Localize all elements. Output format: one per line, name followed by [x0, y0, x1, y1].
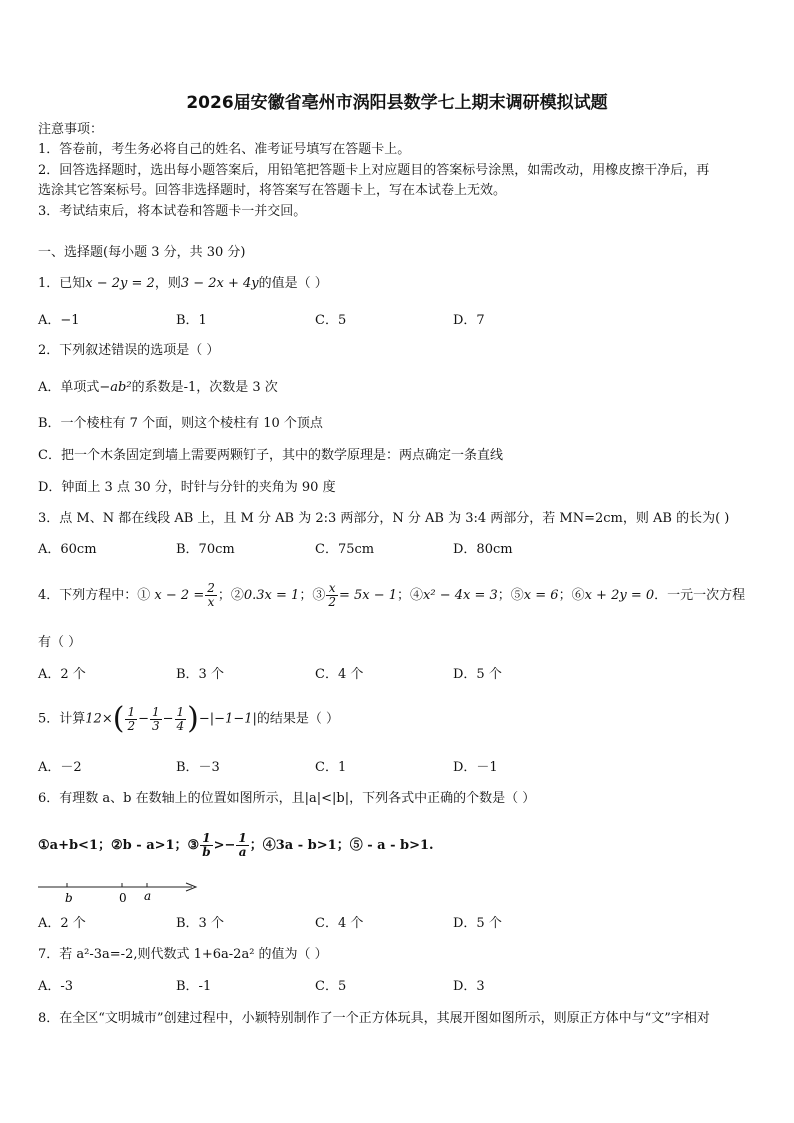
- q1-post: 的值是（ ）: [258, 276, 328, 291]
- q1-option-c[interactable]: C．5: [315, 313, 347, 328]
- q6-option-b[interactable]: B．3 个: [176, 916, 224, 931]
- q4-eq3-num: x: [326, 582, 338, 596]
- q7-option-d[interactable]: D．3: [453, 979, 485, 994]
- notice-item-2: 2．回答选择题时，选出每小题答案后，用铅笔把答题卡上对应题目的答案标号涂黑，如需改动，用橡皮擦干净后，再: [38, 163, 710, 178]
- q6-f1-num: 1: [200, 832, 212, 846]
- q5-f3-den: 4: [176, 718, 185, 733]
- q5-tail: −|−1−1|: [198, 711, 257, 727]
- q4-options: [38, 666, 758, 684]
- q5-f1-den: 2: [127, 718, 136, 733]
- q4-eq5: x = 6: [523, 588, 559, 603]
- q4-eq2: 0.3x = 1: [243, 588, 300, 603]
- q5-lead: 12×: [85, 711, 113, 727]
- q5-f2-num: 1: [151, 704, 160, 719]
- q5-frac1: [125, 706, 137, 733]
- q4-eq1-fraction: [205, 582, 217, 609]
- q1-option-b[interactable]: B．1: [176, 313, 207, 328]
- q5-pre: 5．计算: [38, 711, 86, 727]
- q4-pre: 4．下列方程中：①: [38, 588, 151, 603]
- q2-option-d[interactable]: D．钟面上 3 点 30 分，时针与分针的夹角为 90 度: [38, 480, 336, 495]
- q4-eq1-den: x: [207, 595, 215, 609]
- q5-f2-den: 3: [151, 718, 160, 733]
- q4-sep4: ；④: [397, 588, 424, 603]
- q4-continued: 有（ ）: [38, 635, 82, 650]
- q6-frac-1b: [200, 832, 212, 859]
- q1-option-d[interactable]: D．7: [453, 313, 485, 328]
- q3-options: [38, 541, 758, 559]
- question-6: 6．有理数 a、b 在数轴上的位置如图所示，且|a|<|b|，下列各式中正确的个数是（ ）: [38, 791, 536, 806]
- axis-label-a: a: [144, 889, 152, 903]
- notice-item-3: 3．考试结束后，将本试卷和答题卡一并交回。: [38, 204, 307, 219]
- q7-options: [38, 978, 758, 996]
- question-8: 8．在全区“文明城市”创建过程中，小颖特别制作了一个正方体玩具，其展开图如图所示，则原正方体中与“文”字相对: [38, 1011, 710, 1026]
- question-4: [38, 578, 745, 614]
- q5-option-d[interactable]: D．－1: [453, 760, 498, 775]
- q1-option-a[interactable]: A．−1: [38, 313, 80, 328]
- q5-paren-left: (: [112, 701, 125, 736]
- q7-option-c[interactable]: C．5: [315, 979, 347, 994]
- notice-item-2-cont: 选涂其它答案标号。回答非选择题时，将答案写在答题卡上，写在本试卷上无效。: [38, 183, 507, 198]
- q4-eq6: x + 2y = 0: [584, 588, 655, 603]
- q2-option-c[interactable]: C．把一个木条固定到墙上需要两颗钉子，其中的数学原理是：两点确定一条直线: [38, 448, 503, 463]
- q3-option-b[interactable]: B．70cm: [176, 542, 235, 557]
- page-title: 2026届安徽省亳州市涡阳县数学七上期末调研模拟试题: [186, 93, 608, 113]
- q1-pre: 1．已知: [38, 276, 86, 291]
- question-7: 7．若 a²-3a=-2,则代数式 1+6a-2a² 的值为（ ）: [38, 947, 328, 962]
- q2-option-a[interactable]: [38, 379, 278, 397]
- q3-option-a[interactable]: A．60cm: [38, 542, 97, 557]
- q3-option-d[interactable]: D．80cm: [453, 542, 513, 557]
- question-3: 3．点 M、N 都在线段 AB 上，且 M 分 AB 为 2:3 两部分，N 分 AB 为 3:4 两部分，若 MN=2cm，则 AB 的长为( ): [38, 511, 730, 526]
- q6-option-d[interactable]: D．5 个: [453, 916, 502, 931]
- q4-eq3-den: 2: [328, 595, 336, 609]
- q6-options: [38, 915, 758, 933]
- q5-paren-right: ): [187, 701, 199, 736]
- q4-sep3: ；③: [299, 588, 326, 603]
- question-1: [38, 275, 328, 293]
- q5-f1-num: 1: [127, 704, 136, 719]
- question-5: 5．计算12×( $\frac{1}{2}$ − $\frac{1}{3}$ − $\frac{1}{4}$ )−|−1−1|的结果是（ ）: [38, 701, 340, 736]
- notice-item-1: 1．答卷前，考生务必将自己的姓名、准考证号填写在答题卡上。: [38, 142, 411, 157]
- q6-mid: >−: [213, 838, 236, 853]
- q4-option-a[interactable]: A．2 个: [38, 667, 86, 682]
- q5-option-a[interactable]: A．－2: [38, 760, 82, 775]
- q1-options: [38, 312, 758, 330]
- q5-option-c[interactable]: C．1: [315, 760, 347, 775]
- question-2: 2．下列叙述错误的选项是（ ）: [38, 343, 220, 358]
- q2-option-b[interactable]: B．一个棱柱有 7 个面，则这个棱柱有 10 个顶点: [38, 416, 323, 431]
- q4-eq3: = 5x − 1: [338, 588, 398, 603]
- notice-heading: 注意事项：: [38, 122, 104, 137]
- q4-eq1: x − 2 =: [154, 588, 205, 603]
- q5-f3-num: 1: [176, 704, 185, 719]
- q2-a-post: 的系数是-1，次数是 3 次: [131, 380, 278, 395]
- q5-option-b[interactable]: B．－3: [176, 760, 220, 775]
- q4-sep6: ；⑥: [558, 588, 585, 603]
- section-heading: 一、选择题(每小题 3 分，共 30 分): [38, 245, 246, 260]
- q6-statements-4-5: ；④3a - b>1；⑤ - a - b>1.: [249, 838, 434, 853]
- q6-frac-1a: [236, 832, 248, 859]
- number-line-figure: [36, 876, 206, 906]
- q1-mid: ，则: [154, 276, 181, 291]
- q4-post: ．一元一次方程: [654, 588, 746, 603]
- q4-option-d[interactable]: D．5 个: [453, 667, 502, 682]
- axis-label-0: 0: [119, 891, 127, 905]
- q5-post: 的结果是（ ）: [256, 711, 340, 727]
- q1-expr2: 3 − 2x + 4y: [180, 276, 259, 291]
- q4-eq4: x² − 4x = 3: [423, 588, 498, 603]
- q6-f1-den: b: [202, 845, 211, 859]
- axis-label-b: b: [65, 891, 73, 905]
- q6-option-c[interactable]: C．4 个: [315, 916, 364, 931]
- q5-frac3: [175, 706, 187, 733]
- q2-a-expr: −ab²: [99, 380, 132, 395]
- q1-expr1: x − 2y = 2: [85, 276, 155, 291]
- q4-eq1-num: 2: [207, 581, 215, 595]
- q6-statements-1-3: ①a+b<1；②b - a>1；③: [38, 838, 200, 853]
- q6-statements: [38, 828, 434, 864]
- q4-eq3-fraction: [326, 582, 338, 609]
- q7-option-b[interactable]: B．-1: [176, 979, 212, 994]
- q4-sep2: ；②: [217, 588, 244, 603]
- q2-a-pre: A．单项式: [38, 380, 100, 395]
- q7-option-a[interactable]: A．-3: [38, 979, 74, 994]
- q4-sep5: ；⑤: [497, 588, 524, 603]
- q6-option-a[interactable]: A．2 个: [38, 916, 86, 931]
- q5-options: [38, 759, 758, 777]
- q6-f2-num: 1: [238, 831, 247, 845]
- q4-option-c[interactable]: C．4 个: [315, 667, 364, 682]
- q4-option-b[interactable]: B．3 个: [176, 667, 224, 682]
- q6-f2-den: a: [238, 845, 247, 859]
- q3-option-c[interactable]: C．75cm: [315, 542, 375, 557]
- q5-frac2: [150, 706, 162, 733]
